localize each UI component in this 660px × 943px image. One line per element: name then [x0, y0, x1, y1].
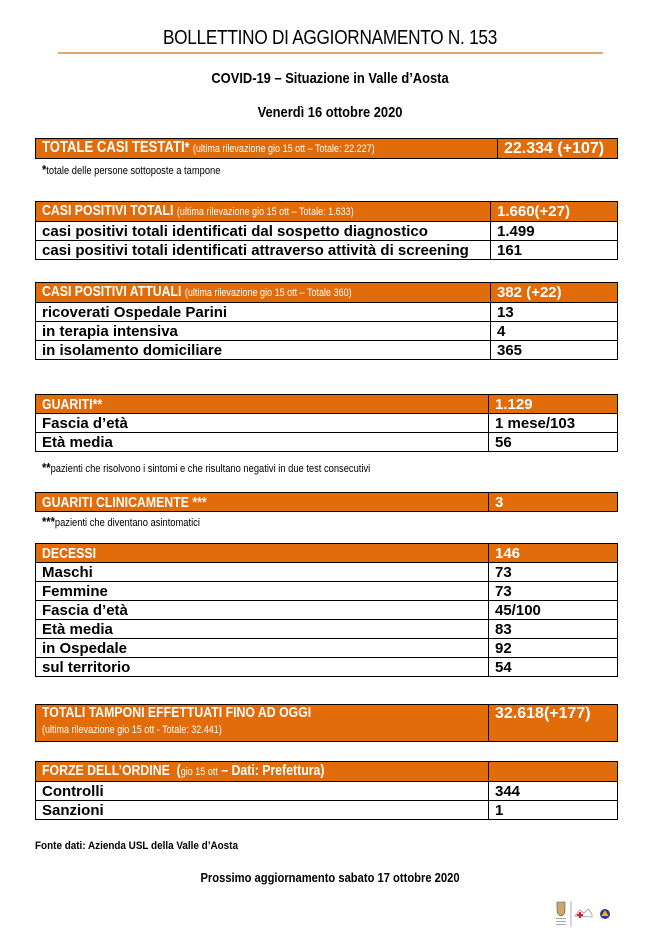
row-value: 73 [489, 563, 618, 582]
bulletin-subtitle: COVID-19 – Situazione in Valle d’Aosta [211, 70, 449, 87]
table-casi-positivi-attuali [35, 282, 618, 360]
header-value: 32.618(+177) [489, 705, 618, 742]
table-header-row [36, 493, 618, 512]
header-label: TOTALE CASI TESTATI* (ultima rilevazione gio 15 ott – Totale: 22.227) [36, 139, 498, 159]
row-value: 365 [491, 341, 618, 360]
table-header-row [36, 202, 618, 222]
header-label: GUARITI** [36, 395, 489, 414]
header-value [489, 762, 618, 782]
table-header-row [36, 762, 618, 782]
row-value: 54 [489, 658, 618, 677]
table-row [36, 620, 618, 639]
table-row [36, 563, 618, 582]
row-label: Età media [36, 433, 489, 452]
footnote-guariti-clinicamente: ***pazienti che diventano asintomatici [42, 514, 200, 529]
row-value: 56 [489, 433, 618, 452]
protezione-civile-icon [600, 909, 610, 919]
table-row [36, 582, 618, 601]
header-value: 1.660(+27) [491, 202, 618, 222]
table-row [36, 303, 618, 322]
header-value: 146 [489, 544, 618, 563]
row-label: sul territorio [36, 658, 489, 677]
row-value: 45/100 [489, 601, 618, 620]
header-label: CASI POSITIVI TOTALI (ultima rilevazione gio 15 ott – Totale: 1.633) [36, 202, 491, 222]
row-value: 92 [489, 639, 618, 658]
row-label: Sanzioni [36, 801, 489, 820]
row-value: 1 [489, 801, 618, 820]
footnote-guariti: **pazienti che risolvono i sintomi e che risultano negativi in due test consecutivi [42, 460, 371, 475]
row-label: casi positivi totali identificati dal sospetto diagnostico [36, 222, 491, 241]
table-row [36, 433, 618, 452]
bulletin-date: Venerdì 16 ottobre 2020 [257, 104, 403, 121]
table-row [36, 782, 618, 801]
table-header-row [36, 544, 618, 563]
header-label: TOTALI TAMPONI EFFETTUATI FINO AD OGGI (ultima rilevazione gio 15 ott - Totale: 32.441) [36, 705, 489, 742]
header-label: CASI POSITIVI ATTUALI (ultima rilevazione gio 15 ott – Totale 360) [36, 283, 491, 303]
footnote-testati: *totale delle persone sottoposte a tampone [42, 162, 221, 177]
row-label: Fascia d’età [36, 414, 489, 433]
row-value: 73 [489, 582, 618, 601]
row-label: Età media [36, 620, 489, 639]
bulletin-title: BOLLETTINO DI AGGIORNAMENTO N. 153 [162, 27, 498, 49]
row-value: 1 mese/103 [489, 414, 618, 433]
row-label: Controlli [36, 782, 489, 801]
row-value: 4 [491, 322, 618, 341]
title-divider [58, 52, 603, 54]
table-row [36, 241, 618, 260]
row-label: Fascia d’età [36, 601, 489, 620]
table-forze-ordine [35, 761, 618, 820]
row-value: 1.499 [491, 222, 618, 241]
header-value: 382 (+22) [491, 283, 618, 303]
row-label: in Ospedale [36, 639, 489, 658]
regione-crest-icon [556, 902, 566, 925]
row-label: Femmine [36, 582, 489, 601]
table-header-row [36, 705, 618, 742]
table-totale-casi-testati [35, 138, 618, 159]
table-header-row [36, 139, 618, 159]
header-value: 3 [489, 493, 618, 512]
header-value: 22.334 (+107) [498, 139, 618, 159]
table-row [36, 658, 618, 677]
row-label: in terapia intensiva [36, 322, 491, 341]
table-row [36, 322, 618, 341]
table-row [36, 222, 618, 241]
row-value: 83 [489, 620, 618, 639]
table-row [36, 341, 618, 360]
table-header-row [36, 283, 618, 303]
row-value: 344 [489, 782, 618, 801]
table-casi-positivi-totali [35, 201, 618, 260]
row-value: 13 [491, 303, 618, 322]
row-label: Maschi [36, 563, 489, 582]
header-label: DECESSI [36, 544, 489, 563]
table-header-row [36, 395, 618, 414]
header-value: 1.129 [489, 395, 618, 414]
table-tamponi [35, 704, 618, 742]
next-update: Prossimo aggiornamento sabato 17 ottobre 2020 [200, 870, 460, 885]
table-row [36, 639, 618, 658]
header-label: GUARITI CLINICAMENTE *** [36, 493, 489, 512]
table-row [36, 801, 618, 820]
table-guariti [35, 394, 618, 452]
row-label: in isolamento domiciliare [36, 341, 491, 360]
table-row [36, 601, 618, 620]
data-source: Fonte dati: Azienda USL della Valle d’Aosta [35, 840, 238, 852]
table-guariti-clinicamente [35, 492, 618, 512]
row-value: 161 [491, 241, 618, 260]
table-decessi [35, 543, 618, 677]
row-label: casi positivi totali identificati attraverso attività di screening [36, 241, 491, 260]
header-label: FORZE DELL’ORDINE (gio 15 ott – Dati: Prefettura) [36, 762, 489, 782]
row-label: ricoverati Ospedale Parini [36, 303, 491, 322]
red-cross-icon [575, 909, 592, 918]
logos [553, 899, 615, 929]
table-row [36, 414, 618, 433]
